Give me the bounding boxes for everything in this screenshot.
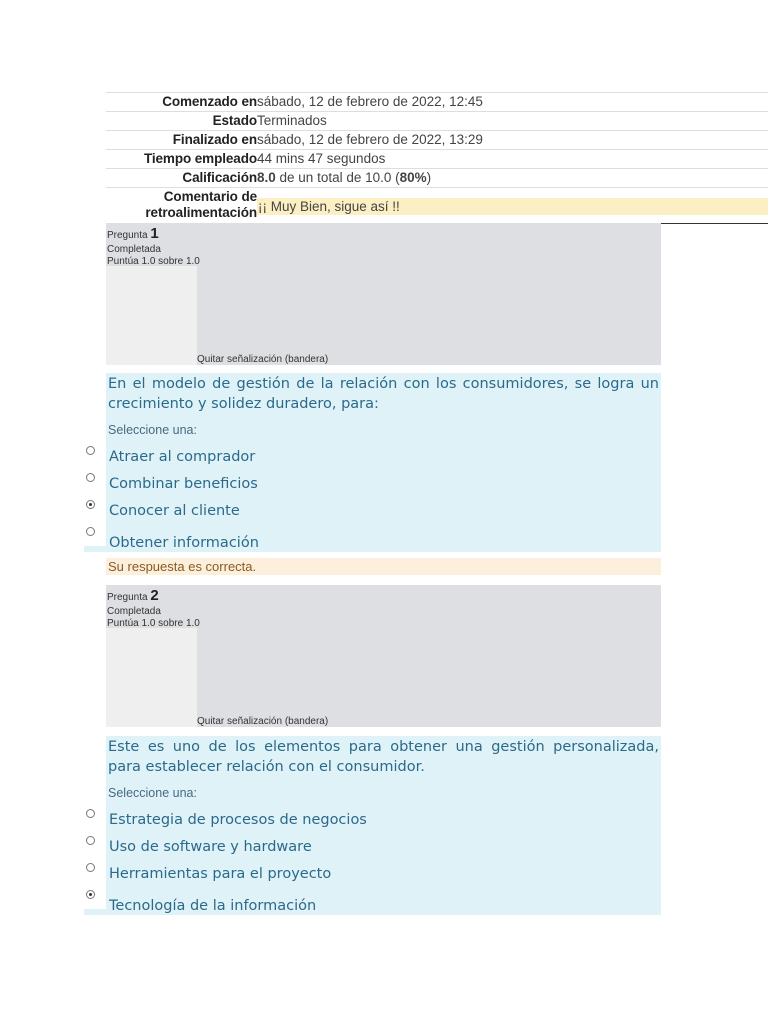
option-label[interactable]: Obtener información [109,535,259,551]
question-prompt-line2: para establecer relación con el consumidor. [108,759,425,775]
summary-label-line1: Comentario de [163,189,257,204]
summary-row-grade [106,168,768,187]
question-prompt-line1: Este es uno de los elementos para obtener una gestión personalizada, [108,739,659,755]
summary-label: Calificación [182,170,257,185]
option-label[interactable]: Herramientas para el proyecto [109,866,332,882]
question-number: 1 [150,225,159,242]
summary-row-time [106,149,768,168]
grade-end: ) [426,170,432,185]
option-label[interactable]: Tecnología de la información [109,898,317,914]
remove-flag-link[interactable]: Quitar señalización (bandera) [197,716,329,727]
summary-label: Tiempo empleado [143,151,257,166]
grade-percent: 80% [399,170,427,185]
summary-row-state [106,111,768,130]
feedback-comment: ¡¡ Muy Bien, sigue así !! [257,198,768,215]
summary-row-finished [106,130,768,149]
option-label[interactable]: Atraer al comprador [109,449,256,465]
grade-mid: de un total de 10.0 ( [275,170,400,185]
summary-value [257,169,431,187]
summary-label: Estado [212,113,257,128]
summary-label [145,189,257,221]
option-radio-selected[interactable] [86,890,95,899]
attempt-summary-table [106,92,768,224]
question-2-info [106,585,661,727]
summary-label: Finalizado en [172,132,257,147]
option-radio[interactable] [86,473,95,482]
option-radio-selected[interactable] [86,500,95,509]
info-left-panel [106,628,197,727]
question-2-content [106,736,661,915]
question-state: Completada [107,244,161,255]
option-radio[interactable] [86,863,95,872]
question-prompt-line2: crecimiento y solidez duradero, para: [108,396,379,412]
option-strip [84,546,106,552]
option-strip [84,909,106,915]
answer-feedback: Su respuesta es correcta. [106,558,661,575]
summary-label: Comenzado en [162,94,257,109]
option-radio[interactable] [86,809,95,818]
summary-row-started [106,92,768,111]
option-radio[interactable] [86,527,95,536]
summary-row-comment [106,187,768,224]
summary-value: sábado, 12 de febrero de 2022, 12:45 [257,94,483,109]
summary-value: Terminados [257,113,327,128]
option-radio[interactable] [86,446,95,455]
question-1-content [106,373,661,552]
summary-label-line2: retroalimentación [145,205,257,220]
option-label[interactable]: Uso de software y hardware [109,839,312,855]
question-1-info [106,223,661,365]
option-label[interactable]: Estrategia de procesos de negocios [109,812,367,828]
remove-flag-link[interactable]: Quitar señalización (bandera) [197,354,329,365]
grade-value: 8.0 [257,170,276,185]
question-title-prefix: Pregunta [107,592,148,603]
option-radio[interactable] [86,836,95,845]
question-number: 2 [150,587,159,604]
question-grade: Puntúa 1.0 sobre 1.0 [107,618,200,629]
question-state: Completada [107,606,161,617]
summary-value: sábado, 12 de febrero de 2022, 13:29 [257,132,483,147]
select-one-label: Seleccione una: [108,786,197,800]
question-title [107,587,159,604]
select-one-label: Seleccione una: [108,423,197,437]
option-label[interactable]: Combinar beneficios [109,476,258,492]
question-prompt-line1: En el modelo de gestión de la relación con los consumidores, se logra un [108,376,659,392]
option-label[interactable]: Conocer al cliente [109,503,240,519]
info-left-panel [106,266,197,365]
summary-value: 44 mins 47 segundos [257,151,386,166]
question-title-prefix: Pregunta [107,230,148,241]
question-grade: Puntúa 1.0 sobre 1.0 [107,256,200,267]
question-title [107,225,159,242]
